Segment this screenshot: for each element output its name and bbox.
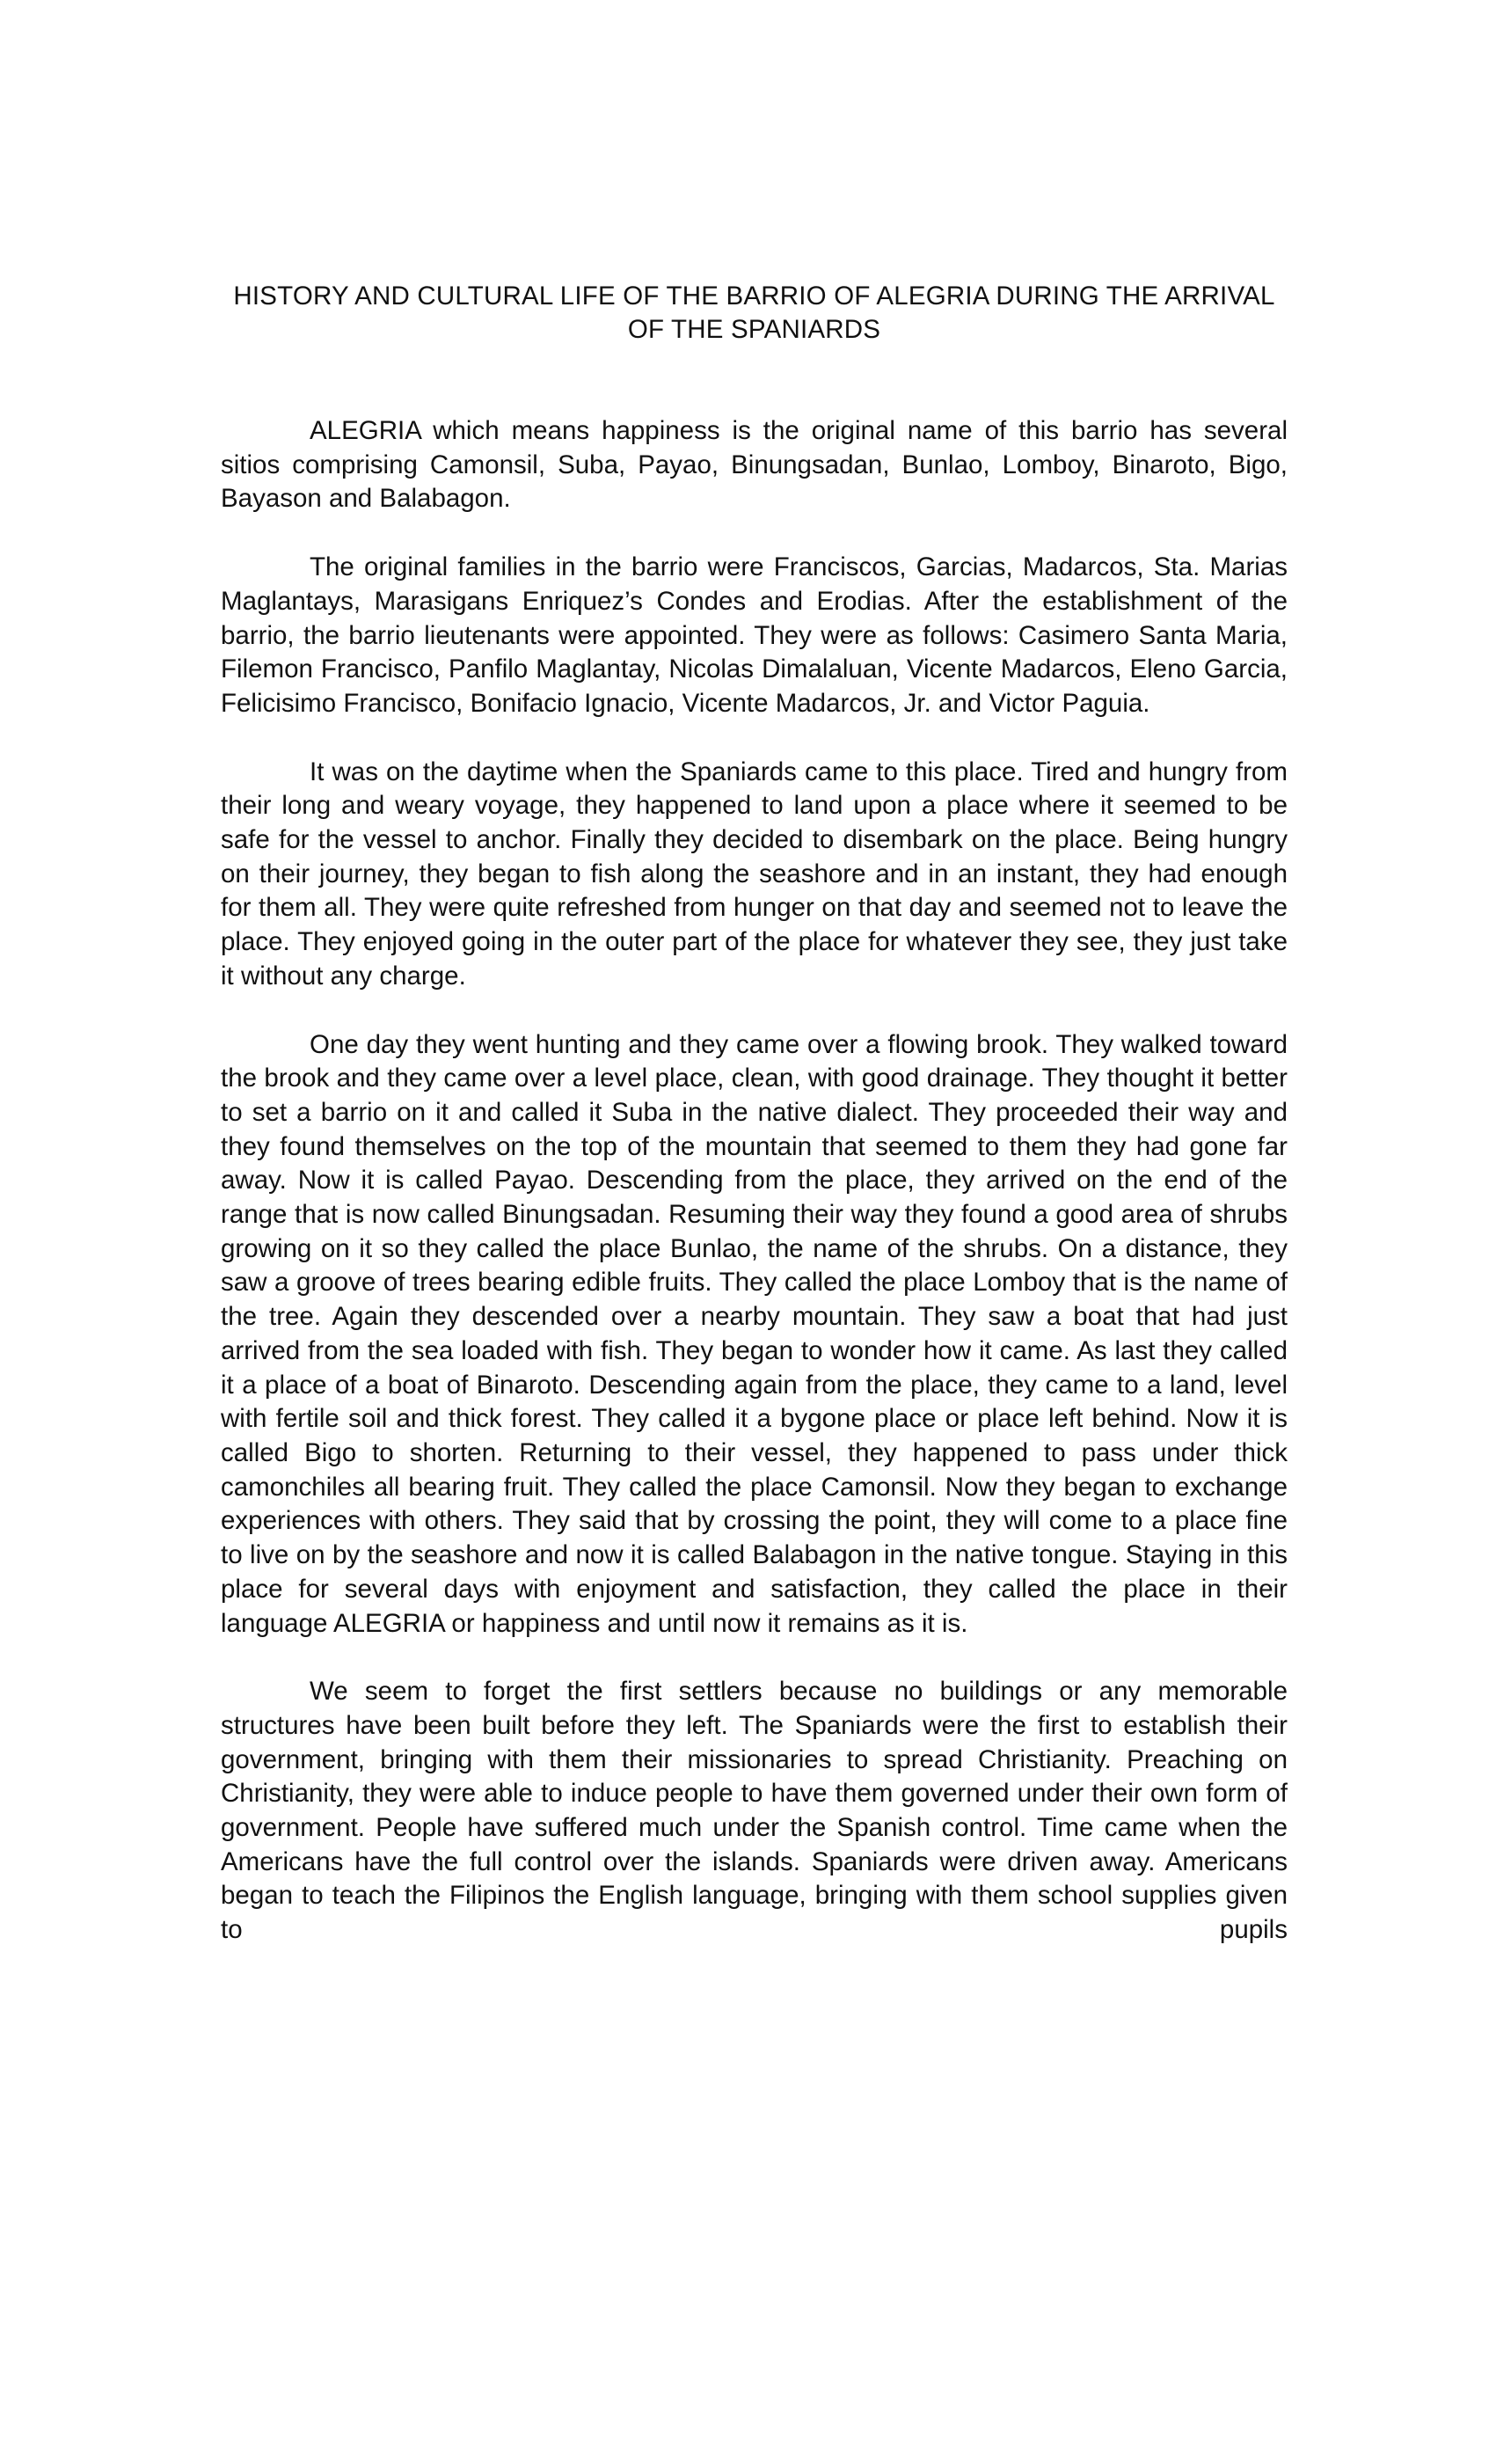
paragraph-spaniards-arrival: It was on the daytime when the Spaniards came to this place. Tired and hungry from their long and weary voyage, they happened to land upon a place where it seemed to be safe for the vessel to anchor. Finally they decided to disembark on the place. Being hungry on their journey, they began to fish along the seashore and in an instant, they had enough for them all. They were quite refreshed from hunger on that day and seemed not to leave the place. They enjoyed going in the outer part of the place for whatever they see, they just take it without any charge.: [221, 757, 1288, 991]
document-title: HISTORY AND CULTURAL LIFE OF THE BARRIO OF ALEGRIA DURING THE ARRIVAL OF THE SPANIARDS: [233, 281, 1275, 344]
paragraph-naming-of-places: One day they went hunting and they came over a flowing brook. They walked toward the brook and they came over a level place, clean, with good drainage. They thought it better to set a barrio on it and called it Suba in the native dialect. They proceeded their way and they found themselves on the top of the mountain that seemed to them they had gone far away. Now it is called Payao. Descending from the place, they arrived on the end of the range that is now called Binungsadan. Resuming their way they found a good area of shrubs growing on it so they called the place Bunlao, the name of the shrubs. On a distance, they saw a groove of trees bearing edible fruits. They called the place Lomboy that is the name of the tree. Again they descended over a nearby mountain. They saw a boat that had just arrived from the sea loaded with fish. They began to wonder how it came. As last they called it a place of a boat of Binaroto. Descending again from the place, they came to a land, level with fertile soil and thick forest. They called it a bygone place or place left behind. Now it is called Bigo to shorten. Returning to their vessel, they happened to pass under thick camonchiles all bearing fruit. They called the place Camonsil. Now they began to exchange experiences with others. They said that by crossing the point, they will come to a place fine to live on by the seashore and now it is called Balabagon in the native tongue. Staying in this place for several days with enjoyment and satisfaction, they called the place in their language ALEGRIA or happiness and until now it remains as it is.: [221, 1029, 1288, 1638]
paragraph-original-families: The original families in the barrio were Franciscos, Garcias, Madarcos, Sta. Marias Maglantays, Marasigans Enriquez’s Condes and Erodias. After the establishment of the barrio, the barrio lieutenants were appointed. They were as follows: Casimero Santa Maria, Filemon Francisco, Panfilo Maglantay, Nicolas Dimalaluan, Vicente Madarcos, Eleno Garcia, Felicisimo Francisco, Bonifacio Ignacio, Vicente Madarcos, Jr. and Victor Paguia.: [221, 552, 1288, 718]
document-body: [221, 414, 1288, 1982]
paragraph-sitios: ALEGRIA which means happiness is the original name of this barrio has several sitios comprising Camonsil, Suba, Payao, Binungsadan, Bunlao, Lomboy, Binaroto, Bigo, Bayason and Balabagon.: [221, 416, 1288, 514]
paragraph-first-settlers: We seem to forget the first settlers because no buildings or any memorable structures have been built before they left. The Spaniards were the first to establish their government, bringing with them their missionaries to spread Christianity. Preaching on Christianity, they were able to induce people to have them governed under their own form of government. People have suffered much under the Spanish control. Time came when the Americans have the full control over the islands. Spaniards were driven away. Americans began to teach the Filipinos the English language, bringing with them school supplies given to pupils: [221, 1677, 1288, 1945]
